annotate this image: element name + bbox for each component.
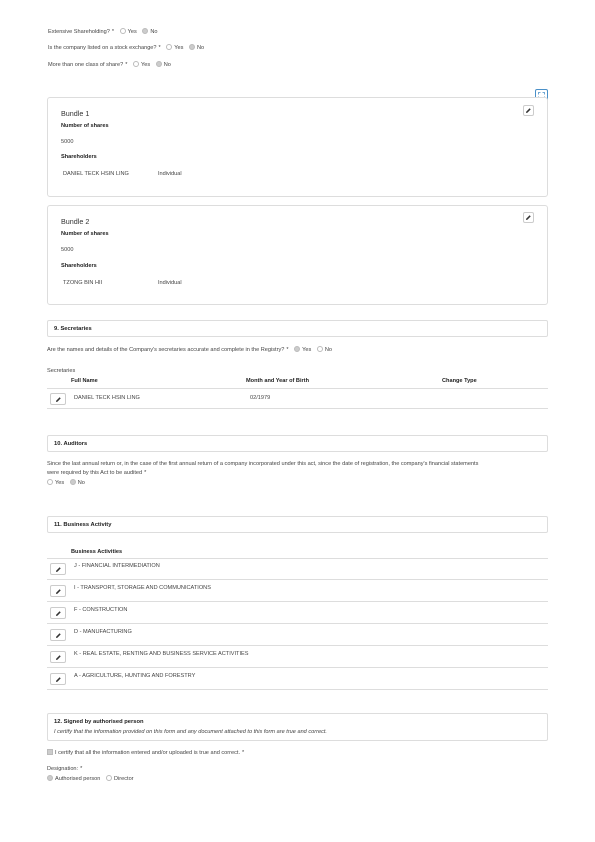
secretaries-question: Are the names and details of the Company's secretaries accurate and complete in the Registry? * Yes No: [47, 347, 332, 353]
classes-yes-radio[interactable]: [133, 61, 139, 67]
signed-heading: 12. Signed by authorised person: [54, 719, 144, 725]
column-dob: Month and Year of Birth: [246, 378, 309, 384]
auditors-options: Yes No: [43, 479, 85, 486]
secretary-name: DANIEL TECK HSIN LING: [74, 395, 140, 401]
edit-activity-button[interactable]: [50, 607, 66, 619]
edit-activity-button[interactable]: [50, 629, 66, 641]
edit-bundle-button[interactable]: [523, 212, 534, 223]
shareholder-name: TZONG BIN HII: [63, 280, 103, 286]
share-class-question: More than one class of share? * Yes No: [48, 62, 171, 68]
edit-activity-button[interactable]: [50, 673, 66, 685]
activity-label: F - CONSTRUCTION: [74, 607, 128, 613]
edit-activity-button[interactable]: [50, 585, 66, 597]
activity-label: K - REAL ESTATE, RENTING AND BUSINESS SERVICE ACTIVITIES: [74, 651, 249, 657]
list-item: [47, 558, 548, 580]
column-full-name: Full Name: [71, 378, 98, 384]
secretaries-yes-radio[interactable]: [294, 346, 300, 352]
pencil-icon: [525, 214, 532, 221]
activity-label: J - FINANCIAL INTERMEDIATION: [74, 563, 160, 569]
shares-label: Number of shares: [61, 123, 109, 129]
designation-options: Authorised person Director: [43, 775, 134, 782]
shareholders-label: Shareholders: [61, 263, 97, 269]
auditors-question-line2: were required by this Act to be audited *: [47, 470, 147, 476]
list-item: [47, 646, 548, 668]
divider: [47, 388, 548, 389]
section-business-header: 11. Business Activity: [47, 516, 548, 533]
extensive-no-radio[interactable]: [142, 28, 148, 34]
signed-subtext: I certify that the information provided on this form and any document attached to this form are true and correct.: [54, 729, 327, 735]
authorised-person-radio[interactable]: [47, 775, 53, 781]
secretaries-list-label: Secretaries: [47, 368, 76, 374]
secretary-dob: 02/1979: [250, 395, 271, 401]
list-item: [47, 668, 548, 690]
list-item: [47, 624, 548, 646]
section-signed-header: [47, 713, 548, 741]
list-item: [47, 580, 548, 602]
pencil-icon: [55, 588, 62, 595]
pencil-icon: [55, 566, 62, 573]
bundle-title: Bundle 1: [61, 109, 90, 118]
auditors-question-line1: Since the last annual return or, in the case of the first annual return of a company incorporated under this act, since the date of registration, the company's financial statements: [47, 461, 479, 467]
bundle-card-1: [47, 97, 548, 197]
listed-yes-radio[interactable]: [166, 44, 172, 50]
edit-activity-button[interactable]: [50, 563, 66, 575]
certify-checkbox[interactable]: [47, 749, 53, 755]
bundle-card-2: [47, 205, 548, 305]
pencil-icon: [55, 632, 62, 639]
divider: [47, 408, 548, 409]
activity-label: I - TRANSPORT, STORAGE AND COMMUNICATIONS: [74, 585, 211, 591]
bundle-title: Bundle 2: [61, 217, 90, 226]
designation-label: Designation: *: [47, 766, 83, 772]
auditors-no-radio[interactable]: [70, 479, 76, 485]
pencil-icon: [525, 107, 532, 114]
shareholder-name: DANIEL TECK HSIN LING: [63, 171, 129, 177]
auditors-yes-radio[interactable]: [47, 479, 53, 485]
section-auditors-header: 10. Auditors: [47, 435, 548, 452]
extensive-yes-radio[interactable]: [120, 28, 126, 34]
edit-bundle-button[interactable]: [523, 105, 534, 116]
listed-question: Is the company listed on a stock exchange? * Yes No: [48, 45, 205, 51]
activity-label: D - MANUFACTURING: [74, 629, 132, 635]
extensive-shareholding-question: Extensive Shareholding? * Yes No: [48, 29, 158, 35]
shareholder-type: Individual: [158, 171, 182, 177]
column-change-type: Change Type: [442, 378, 477, 384]
shares-value: 5000: [61, 247, 74, 253]
pencil-icon: [55, 396, 62, 403]
edit-secretary-button[interactable]: [50, 393, 66, 405]
pencil-icon: [55, 610, 62, 617]
shareholders-label: Shareholders: [61, 154, 97, 160]
classes-no-radio[interactable]: [156, 61, 162, 67]
listed-no-radio[interactable]: [189, 44, 195, 50]
shares-label: Number of shares: [61, 231, 109, 237]
column-business-activities: Business Activities: [71, 549, 123, 555]
secretaries-no-radio[interactable]: [317, 346, 323, 352]
certify-checkbox-row: I certify that all the information entered and/or uploaded is true and correct. *: [47, 749, 244, 756]
edit-activity-button[interactable]: [50, 651, 66, 663]
shares-value: 5000: [61, 139, 74, 145]
shareholder-type: Individual: [158, 280, 182, 286]
section-secretaries-header: 9. Secretaries: [47, 320, 548, 337]
business-activity-list: [47, 558, 548, 690]
list-item: [47, 602, 548, 624]
activity-label: A - AGRICULTURE, HUNTING AND FORESTRY: [74, 673, 196, 679]
pencil-icon: [55, 676, 62, 683]
pencil-icon: [55, 654, 62, 661]
director-radio[interactable]: [106, 775, 112, 781]
